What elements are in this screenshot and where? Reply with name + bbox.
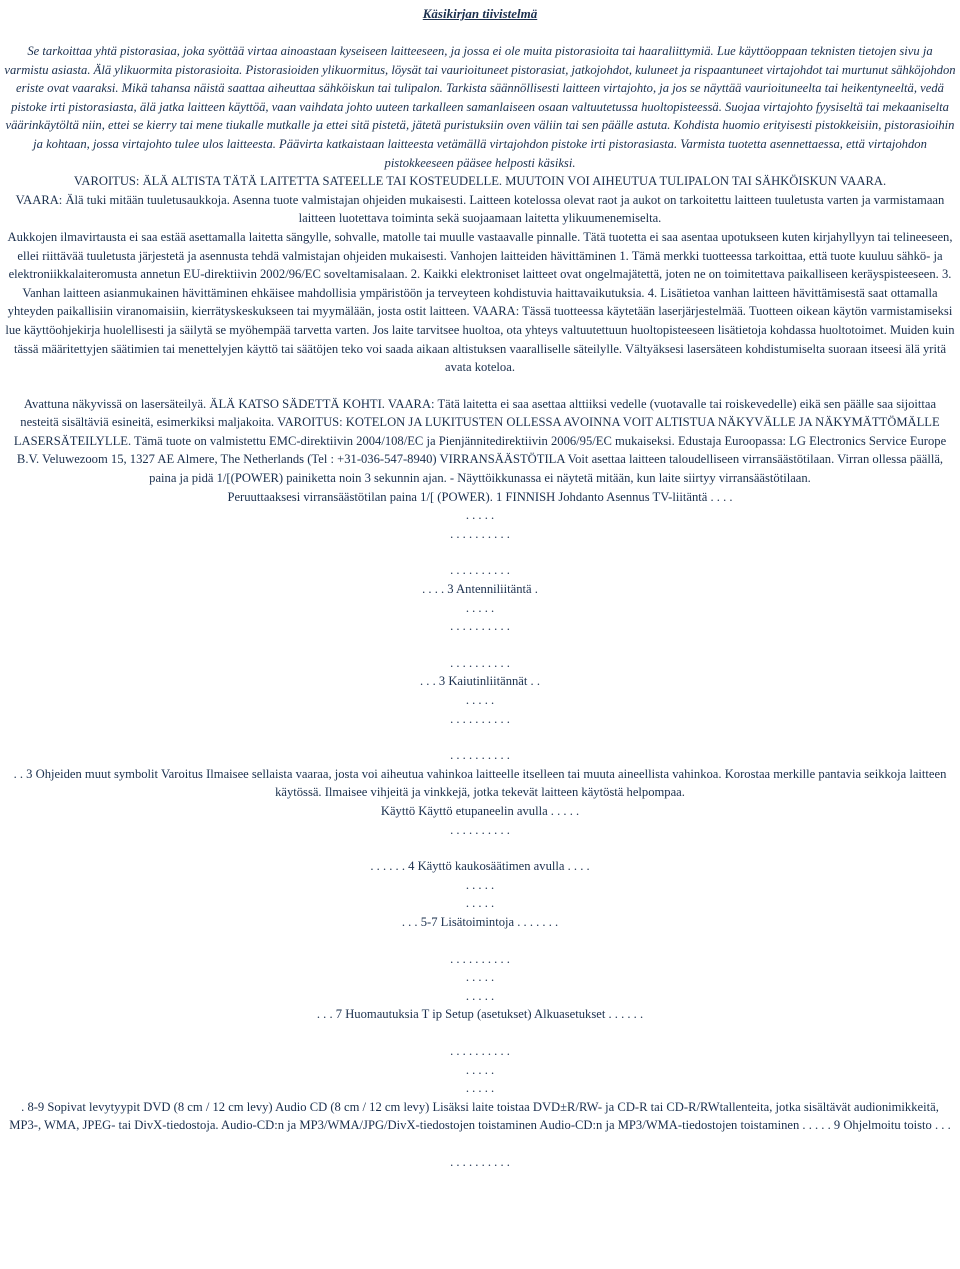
intro-paragraph: Se tarkoittaa yhtä pistorasiaa, joka syöttää virtaa ainoastaan kyseiseen laitteeseen, ja jossa ei ole muita pistorasioita tai haaraliittymiä. Lue käyttöoppaan teknisten tietojen sivu ja varmistu asiasta. Älä ylikuormita pistorasioita. Pistorasioiden ylikuormitus, löysät tai vaurioituneet pistorasiat, jatkojohdot, kuluneet ja rispaantuneet virtajohdot tai murtunut sähköjohdon eriste ovat vaaraksi. Mikä tahansa näistä saattaa aiheuttaa sähköiskun tai tulipalon. Tarkista säännöllisesti laitteen virtajohto, ja jos se näyttää vaurioituneelta tai heikentyneeltä, vedä pistoke irti pistorasiasta, älä jatka laitteen käyttöä, vaan vaihdata johto uuteen tarkalleen samanlaiseen osaan valtuutetussa huoltopisteessä. Suojaa virtajohto fyysiseltä tai mekaaniselta väärinkäytöltä niin, ettei se kierry tai mene tiukalle mutkalle ja ettei sitä pistetä, jätetä puristuksiin oven väliin tai sen päälle astuta. Kohdista huomio erityisesti pistokkeisiin, pistorasioihin ja kohtaan, jossa virtajohto tulee ulos laitteesta. Päävirta katkaistaan laitteesta vetämällä virtajohdon pistoke irti pistorasiasta. Varmista tuotetta asennettaessa, että virtajohdon pistokkeeseen pääsee helposti käsiksi.	[4, 44, 956, 170]
spacer	[4, 377, 956, 395]
dot-leader: . . . . .	[465, 970, 495, 985]
dot-leader: . . . . .	[465, 1062, 495, 1077]
dot-leader: . . . . .	[465, 508, 495, 523]
dot-leader: . . . . .	[465, 1081, 495, 1096]
toc-tip-setup: . . . 7 Huomautuksia T ip Setup (asetukset) Alkuasetukset . . . . . .	[316, 1007, 644, 1022]
toc-speakers: . . . 3 Kaiutinliitännät . .	[420, 674, 540, 689]
toc-remote: . . . . . . 4 Käyttö kaukosäätimen avulla . . . .	[370, 859, 590, 874]
page-title: Käsikirjan tiivistelmä	[422, 6, 538, 21]
dot-leader: . . . . . . . . . .	[450, 951, 510, 966]
spacer	[4, 1024, 956, 1042]
spacer	[4, 636, 956, 654]
dot-leader: . . . . .	[465, 693, 495, 707]
toc-settings: . . . 5-7 Lisätoimintoja . . . . . . .	[401, 914, 559, 929]
toc-usage-front: Käyttö Käyttö etupaneelin avulla . . . . .	[380, 803, 580, 818]
dot-leader: . . . . .	[465, 896, 495, 911]
dot-leader: . . . . . . . . . .	[450, 563, 510, 578]
spacer	[4, 839, 956, 857]
spacer	[4, 1135, 956, 1153]
dot-leader: . . . . . . . . . .	[450, 619, 510, 634]
dot-leader: . . . . . . . . . .	[450, 711, 510, 726]
spacer	[4, 932, 956, 950]
warning-fire: VAROITUS: ÄLÄ ALTISTA TÄTÄ LAITETTA SATEELLE TAI KOSTEUDELLE. MUUTOIN VOI AIHEUTUA TULIPALON TAI SÄHKÖISKUN VAARA.	[73, 174, 887, 189]
toc-antenna: . . . . 3 Antenniliitäntä .	[422, 582, 538, 597]
spacer	[4, 543, 956, 561]
dot-leader: . . . . .	[465, 988, 495, 1003]
dot-leader: . . . . .	[465, 877, 495, 892]
dot-leader: . . . . . . . . . .	[450, 822, 510, 837]
toc-symbols: . . 3 Ohjeiden muut symbolit Varoitus Ilmaisee sellaista vaaraa, josta voi aiheutua vahinkoa laitteelle itselleen tai muuta aineellista vahinkoa. Korostaa merkille pantavia seikkoja laitteen käytössä. Ilmaisee vihjeitä ja vinkkejä, jotka tekevät laitteen käytöstä helpompaa.	[13, 766, 947, 800]
dot-leader: . . . . . . . . . .	[450, 1043, 510, 1058]
dot-leader: . . . . . . . . . .	[450, 526, 510, 541]
spacer	[4, 728, 956, 746]
toc-discs: . 8-9 Sopivat levytyypit DVD (8 cm / 12 cm levy) Audio CD (8 cm / 12 cm levy) Lisäksi laite toistaa DVD±R/RW- ja CD-R tai CD-R/RWtallenteita, jotka sisältävät audionimikkeitä, MP3-, WMA, JPEG- tai DivX-tiedostoja. Audio-CD:n ja MP3/WMA/JPG/DivX-tiedostojen toistaminen Audio-CD:n ja MP3/WMA-tiedostojen toistaminen . . . . . 9 Ohjelmoitu toisto . . .	[9, 1099, 951, 1133]
ventilation-paragraph: VAARA: Älä tuki mitään tuuletusaukkoja. Asenna tuote valmistajan ohjeiden mukaisesti. Laitteen kotelossa olevat raot ja aukot on tarkoitettu laitteen tuuletusta varten ja varmistamaan laitteen luotettava toiminta sekä suojaamaan laitetta ylikuumenemiselta.	[15, 192, 945, 226]
dot-leader: . . . . . . . . . .	[450, 748, 510, 763]
laser-paragraph: Avattuna näkyvissä on lasersäteilyä. ÄLÄ KATSO SÄDETTÄ KOHTI. VAARA: Tätä laitetta ei saa asettaa alttiiksi vedelle (vuotavalle tai roiskevedelle) eikä sen päälle saa sijoittaa nesteitä sisältäviä esineitä, esimerkiksi maljakoita. VAROITUS: KOTELON JA LUKITUSTEN OLLESSA AVOINNA VOIT ALTISTUA NÄKYVÄLLE JA NÄKYMÄTTÖMÄLLE LASERSÄTEILYLLE. Tämä tuote on valmistettu EMC-direktiivin 2004/108/EC ja Pienjännitedirektiivin 2006/95/EC mukaiseksi. Edustaja Euroopassa: LG Electronics Service Europe B.V. Veluwezoom 15, 1327 AE Almere, The Netherlands (Tel : +31-036-547-8940) VIRRANSÄÄSTÖTILA Voit asettaa laitteen taloudelliseen virransäästötilaan. Virran ollessa päällä, paina ja pidä 1/[(POWER) painiketta noin 3 sekunnin ajan. - Näyttöikkunassa ei näytetä mitään, kun laite siirtyy virransäästötilaan.	[13, 396, 947, 486]
dot-leader: . . . . .	[465, 600, 495, 615]
dot-leader: . . . . . . . . . .	[450, 1154, 510, 1169]
disposal-paragraph: Aukkojen ilmavirtausta ei saa estää asettamalla laitetta sängylle, sohvalle, matolle tai muulle vastaavalle pinnalle. Tätä tuotetta ei saa asentaa upotukseen kuten kirjahyllyyn tai telineeseen, ellei riittävää tuuletusta järjestetä ja asennusta tehdä valmistajan ohjeiden mukaisesti. Vanhojen laitteiden hävittäminen 1. Tämä merkki tuotteessa tarkoittaa, että tuote kuuluu sähkö- ja elektroniikkalaiteromusta annetun EU-direktiivin 2002/96/EC soveltamisalaan. 2. Kaikki elektroniset laitteet ovat ongelmajätettä, joten ne on toimitettava paikalliseen keräyspisteeseen. 3. Vanhan laitteen asianmukainen hävittäminen ehkäisee mahdollisia ympäristöön ja terveyteen kohdistuvia haittavaikutuksia. 4. Lisätietoa vanhan laitteen hävittämisestä saat ottamalla yhteyden paikallisiin viranomaisiin, kierrätyskeskukseen tai myymälään, josta ostit laitteen. VAARA: Tässä tuotteessa käytetään laserjärjestelmää. Tuotteen oikean käytön varmistamiseksi lue käyttöohjekirja huolellisesti ja säilytä se myöhempää tarvetta varten. Jos laite tarvitsee huoltoa, ota yhteys valtuutettuun huoltopisteeseen lisätietoja kohdassa huoltotoimet. Muiden kuin tässä määritettyjen säätimien tai menettelyjen käyttö tai säätöjen teko voi saada aikaan altistuksen vaaralliselle säteilylle. Vältyäksesi lasersäteen kohdistumiselta suoraan itseesi älä yritä avata koteloa.	[5, 229, 955, 375]
power-save-line: Peruuttaaksesi virransäästötilan paina 1/[ (POWER). 1 FINNISH Johdanto Asennus TV-liitäntä . . . .	[227, 489, 733, 504]
dot-leader: . . . . . . . . . .	[450, 655, 510, 670]
